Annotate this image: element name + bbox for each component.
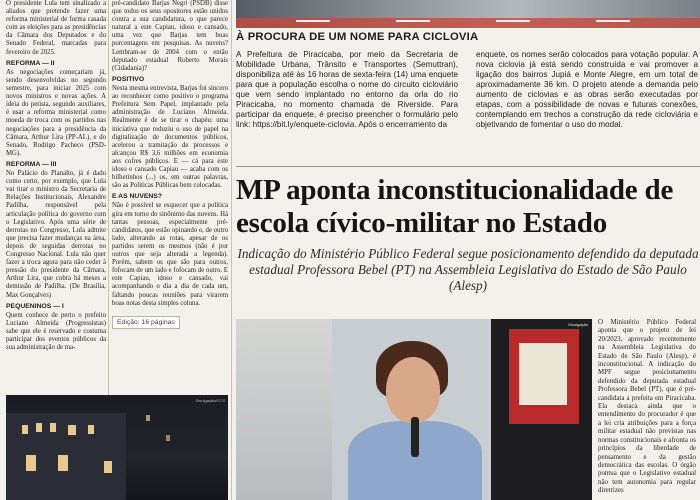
- lane-stripe: [496, 20, 530, 22]
- section-heading: E AS NUVENS?: [112, 193, 162, 201]
- section-heading: REFORMA — III: [6, 160, 57, 168]
- paragraph: Nesta mesma entrevista, Barjas foi sincero ao reconhecer como positivo o programa Prefeitura Sem Papel, implantado pela administração de Luciano Almeida. Realmente é de se tirar o chapéu: uma iniciativa que reduziu o uso de papel na digitalização de documentos públicos, acelerou a tramitação de processos e alcançou R$ 3,6 milhões em economia aos cofres públicos. E — cá para este idoso e cansado Capiau — acaba com os bilhetinhos (...) os, em outras palavras, são as Políticas Públicas bem colocadas.: [112, 85, 228, 190]
- ciclovia-title: À PROCURA DE UM NOME PARA CICLOVIA: [236, 31, 479, 43]
- section-heading: POSITIVO: [112, 75, 145, 83]
- photo-credit: Divulgação: [568, 322, 588, 327]
- paragraph: No Palácio do Planalto, já é dado como certo, por exemplo, que Lula vai tirar o ministro da Secretaria de Relações Institucionais, Alexandre Padilha, responsável pela articulação política do governo com o Legislativo. Após uma série de derrotas no Congresso, Lula admite que precisa fazer mudanças na área, depois de seguidas derrotas no Congresso Nacional. Lula não quer fazer a troca agora para não ceder à pressão do presidente da Câmara, Arthur Lira, que cobra há meses a demissão de Padilha. (De Brasília, Max Gonçalves): [6, 170, 106, 299]
- person-face: [386, 357, 440, 423]
- photo-deputada: [236, 319, 592, 500]
- lane-stripe: [396, 20, 430, 22]
- lit-window: [166, 435, 170, 441]
- ciclovia-column-right: enquete, os nomes serão colocados para votação popular. A nova ciclovia já está sendo construída e vai promover a ligação dos bairros Jupiá e Monte Alegre, em um total de aproximadamente 36 km. O projeto atende a demanda pelo aumento de ciclovias e as obras serão executadas por etapas, com a possibilidade de novas e futuras conexões, contemplando em trechos a construção da rede cicloviária e objetivando de fomentar o uso do modal.: [476, 50, 698, 129]
- photo-ciclovia: [236, 0, 700, 28]
- lit-window: [22, 425, 28, 434]
- lane-stripe: [296, 20, 330, 22]
- paragraph: Não é possível se esquecer que a política gira em torno do sinônimo das nuvens. Há tantas pessoas, especialmente pré-candidatos, que estão opinando e, de outro lado, alterando as rotas, apesar de os partidos serem os mesmos (não é por outros que seja alterada a legenda). Porém, sabem os que são para outros, fofocam de um lado e fofocam de outro. E este Capiau, idoso e cansado, vai acompanhando o dia a dia de cada um, faltando poucas reuniões para virarem boas notas desta simples coluna.: [112, 202, 228, 307]
- section-pequeninos-i: [6, 303, 106, 353]
- section-positivo: [112, 76, 228, 190]
- main-headline: MP aponta inconstitucionalidade de escola cívico-militar no Estado: [236, 174, 674, 239]
- paragraph: pré-candidato Barjas Negri (PSDB) disse que todos os seus opositores estão unidos contra a sua candidatura, o que parece natural a este Capiau, idoso e cansado, uma vez que Barjas tem boas porcentagens em pesquisas. As nuvens? Lembram-se de 2004 com o então deputado estadual Roberto Morais (Cidadania)?: [112, 0, 228, 72]
- lit-window: [68, 425, 76, 435]
- section-divider: [236, 166, 700, 167]
- lit-window: [36, 423, 42, 432]
- lane-stripe: [596, 20, 630, 22]
- lit-window: [26, 455, 36, 471]
- section-e-as-nuvens: [112, 193, 228, 307]
- photo-background: [236, 319, 332, 500]
- paragraph: As negociações começariam já, sendo desenvolvidas no segundo semestre, para iniciar 2025 com novos ministros e novas ações. A ideia do petista, segundo auxiliares, é usar a reforma ministerial como moeda de troca com os partidos nas negociações para a presidência da Câmara, Arthur Lira (PP-AL), e do Senado, Rodrigo Pacheco (PSD-MG).: [6, 68, 106, 157]
- flag-backdrop: [491, 319, 592, 500]
- microphone: [411, 417, 419, 457]
- lit-window: [146, 415, 150, 421]
- lit-window: [50, 423, 56, 432]
- column-divider: [231, 0, 232, 500]
- paragraph: Quem conhece de perto o prefeito Luciano Almeida (Progressistas) sabe que ele é reservado e costuma participar dos eventos públicos da sua administração de ma-: [6, 311, 106, 352]
- main-subheadline: Indicação do Ministério Público Federal segue posicionamento defendido da deputada estadual Professora Bebel (PT) na Assembleia Legislativa do Estado de São Paulo (Alesp): [237, 246, 699, 294]
- flag-white-field: [519, 343, 567, 405]
- section-reforma-ii: [6, 60, 106, 158]
- lit-window: [58, 455, 68, 471]
- lit-window: [104, 461, 112, 473]
- paragraph: O presidente Lula tem sinalizado a aliados que pretende fazer uma reforma ministerial de forma casada com as eleições para as presidências da Câmara dos Deputados e do Senado Federal, marcadas para fevereiro de 2025.: [6, 0, 106, 56]
- lit-window: [88, 425, 94, 434]
- ciclovia-column-left: A Prefeitura de Piracicaba, por meio da Secretaria de Mobilidade Urbana, Trânsito e Transportes (Semuttran), disponibiliza até às 16 horas de sexta-feira (14) uma enquete para que a população escolha o nome do circuito cicloviário que vem sendo implantado no entorno da orla do rio Piracicaba, no momento chamada de Riverside. Para participar da enquete, é preciso preencher o formulário pelo link: https://bit.ly/enquete-ciclovia. Após o encerramento da: [236, 50, 458, 129]
- edition-label: Edição: 16 páginas: [112, 316, 180, 329]
- section-heading: REFORMA — II: [6, 59, 55, 67]
- section-heading: PEQUENINOS — I: [6, 302, 64, 310]
- main-story-body: O Ministério Público Federal aponta que o projeto de lei 20/2023, aprovado recentemente na Assembleia Legislativa do Estado de São Paulo (Alesp), é inconstitucional. A indicação do MPF segue posicionamento defendido da deputada estadual Professora Bebel (PT), que é pré-candidata a prefeita em Piracicaba. Ela destaca ainda que o entendimento do procurador é que a lei cria atribuições para a força militar estadual não previstas nas normas constitucionais e afronta os princípios da liberdade de pensamento e da gestão democrática das escolas. O órgão pontua que o Legislativo estadual não tem autonomia para regular diretrizes: [598, 319, 696, 495]
- photo-building-night: [6, 395, 228, 500]
- section-reforma-iii: [6, 161, 106, 300]
- photo-credit: Divulgação/CCS: [195, 398, 225, 403]
